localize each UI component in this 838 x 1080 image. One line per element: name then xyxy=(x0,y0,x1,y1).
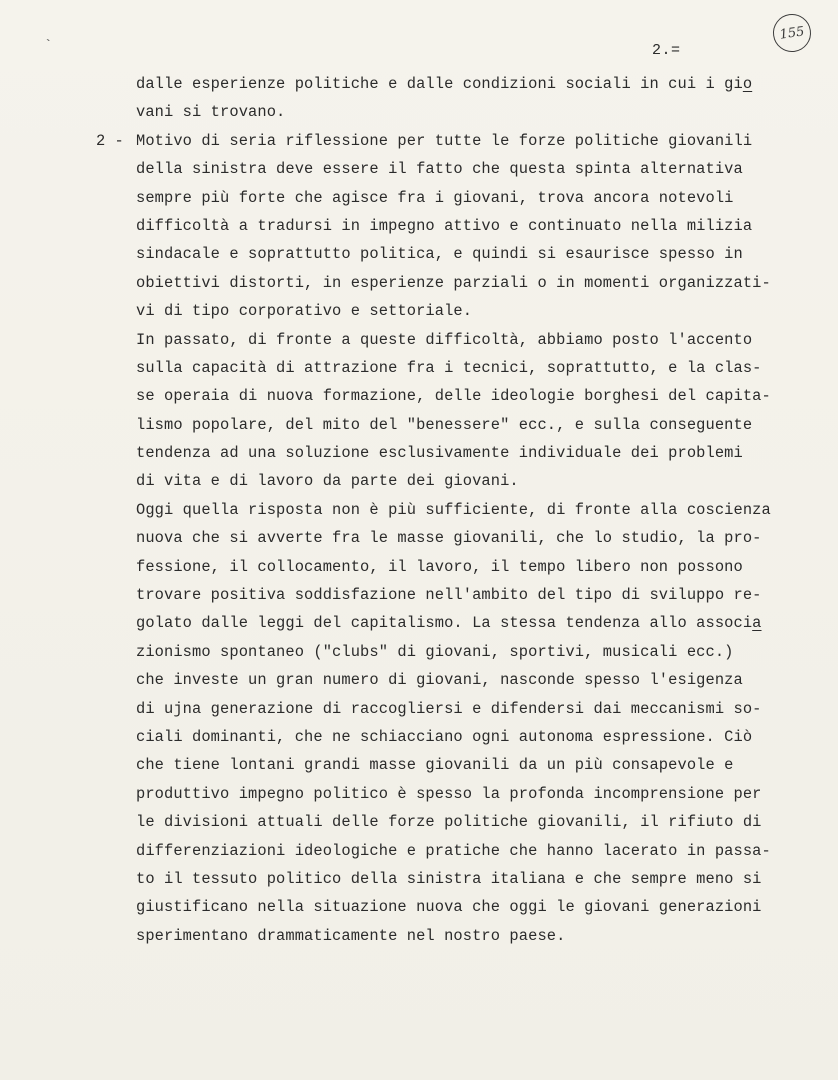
line-text: trovare positiva soddisfazione nell'ambito del tipo di sviluppo re- xyxy=(136,586,762,605)
line-text: golato dalle leggi del capitalismo. La stessa tendenza allo associ xyxy=(136,614,753,633)
line-text: zionismo spontaneo ("clubs" di giovani, sportivi, musicali ecc.) xyxy=(136,642,734,661)
text-line xyxy=(136,808,806,836)
line-text: della sinistra deve essere il fatto che questa spinta alternativa xyxy=(136,160,743,179)
item-number: 2 - xyxy=(96,132,124,150)
underlined-char: a xyxy=(752,614,762,633)
underlined-char: o xyxy=(742,75,753,93)
text-line xyxy=(136,297,806,325)
text-line xyxy=(136,922,806,950)
text-line xyxy=(136,837,806,865)
page-number: 2.= xyxy=(652,42,681,59)
text-line xyxy=(136,411,806,439)
text-line xyxy=(136,240,806,268)
line-text: Oggi quella risposta non è più sufficiente, di fronte alla coscienza xyxy=(136,500,771,519)
line-text: to il tessuto politico della sinistra italiana e che sempre meno si xyxy=(136,869,762,888)
archive-stamp: 155 xyxy=(771,12,814,55)
text-line xyxy=(136,439,806,467)
text-line xyxy=(136,70,806,98)
text-line xyxy=(136,98,806,126)
text-line xyxy=(136,269,806,297)
text-line xyxy=(136,553,806,581)
line-text: vi di tipo corporativo e settoriale. xyxy=(136,302,473,321)
line-text: vani si trovano. xyxy=(136,103,286,122)
line-text: di vita e di lavoro da parte dei giovani. xyxy=(136,472,519,491)
text-line xyxy=(136,382,806,410)
line-text: sperimentano drammaticamente nel nostro paese. xyxy=(136,926,566,945)
text-line xyxy=(136,666,806,694)
corner-mark: ` xyxy=(44,38,53,54)
line-text: le divisioni attuali delle forze politiche giovanili, il rifiuto di xyxy=(136,813,762,832)
text-line xyxy=(136,326,806,354)
text-line xyxy=(136,723,806,751)
text-line xyxy=(136,638,806,666)
line-text: sindacale e soprattutto politica, e quindi si esaurisce spesso in xyxy=(136,245,743,264)
line-text: dalle esperienze politiche e dalle condizioni sociali in cui i gi xyxy=(136,75,743,93)
line-text: tendenza ad una soluzione esclusivamente individuale dei problemi xyxy=(136,444,743,463)
text-line xyxy=(136,212,806,240)
text-line xyxy=(136,184,806,212)
text-line xyxy=(136,581,806,609)
line-text: che investe un gran numero di giovani, nasconde spesso l'esigenza xyxy=(136,671,743,690)
body-text xyxy=(136,70,806,950)
text-line xyxy=(136,865,806,893)
text-line xyxy=(136,467,806,495)
text-line xyxy=(136,609,806,637)
line-text: di ujna generazione di raccogliersi e difendersi dai meccanismi so- xyxy=(136,699,762,718)
text-line xyxy=(136,127,806,155)
text-line xyxy=(136,780,806,808)
line-text: produttivo impegno politico è spesso la profonda incomprensione per xyxy=(136,784,762,803)
text-line xyxy=(136,524,806,552)
line-text: sempre più forte che agisce fra i giovani, trova ancora notevoli xyxy=(136,188,734,207)
line-text: ciali dominanti, che ne schiacciano ogni autonoma espressione. Ciò xyxy=(136,727,753,746)
text-line xyxy=(136,155,806,183)
line-text: fessione, il collocamento, il lavoro, il tempo libero non possono xyxy=(136,557,743,576)
line-text: nuova che si avverte fra le masse giovanili, che lo studio, la pro- xyxy=(136,529,762,548)
line-text: giustificano nella situazione nuova che oggi le giovani generazioni xyxy=(136,898,762,917)
line-text: Motivo di seria riflessione per tutte le forze politiche giovanili xyxy=(136,131,753,150)
line-text: difficoltà a tradursi in impegno attivo e continuato nella milizia xyxy=(136,216,753,235)
line-text: differenziazioni ideologiche e pratiche che hanno lacerato in passa- xyxy=(136,841,771,860)
line-text: lismo popolare, del mito del "benessere" ecc., e sulla conseguente xyxy=(136,415,753,434)
text-line xyxy=(136,496,806,524)
text-line xyxy=(136,354,806,382)
line-text: che tiene lontani grandi masse giovanili da un più consapevole e xyxy=(136,756,734,775)
line-text: In passato, di fronte a queste difficoltà, abbiamo posto l'accento xyxy=(136,330,753,349)
text-line xyxy=(136,751,806,779)
line-text: obiettivi distorti, in esperienze parziali o in momenti organizzati- xyxy=(136,273,771,292)
text-line xyxy=(136,695,806,723)
line-text: sulla capacità di attrazione fra i tecnici, soprattutto, e la clas- xyxy=(136,358,762,377)
text-line xyxy=(136,893,806,921)
line-text: se operaia di nuova formazione, delle ideologie borghesi del capita- xyxy=(136,387,771,406)
